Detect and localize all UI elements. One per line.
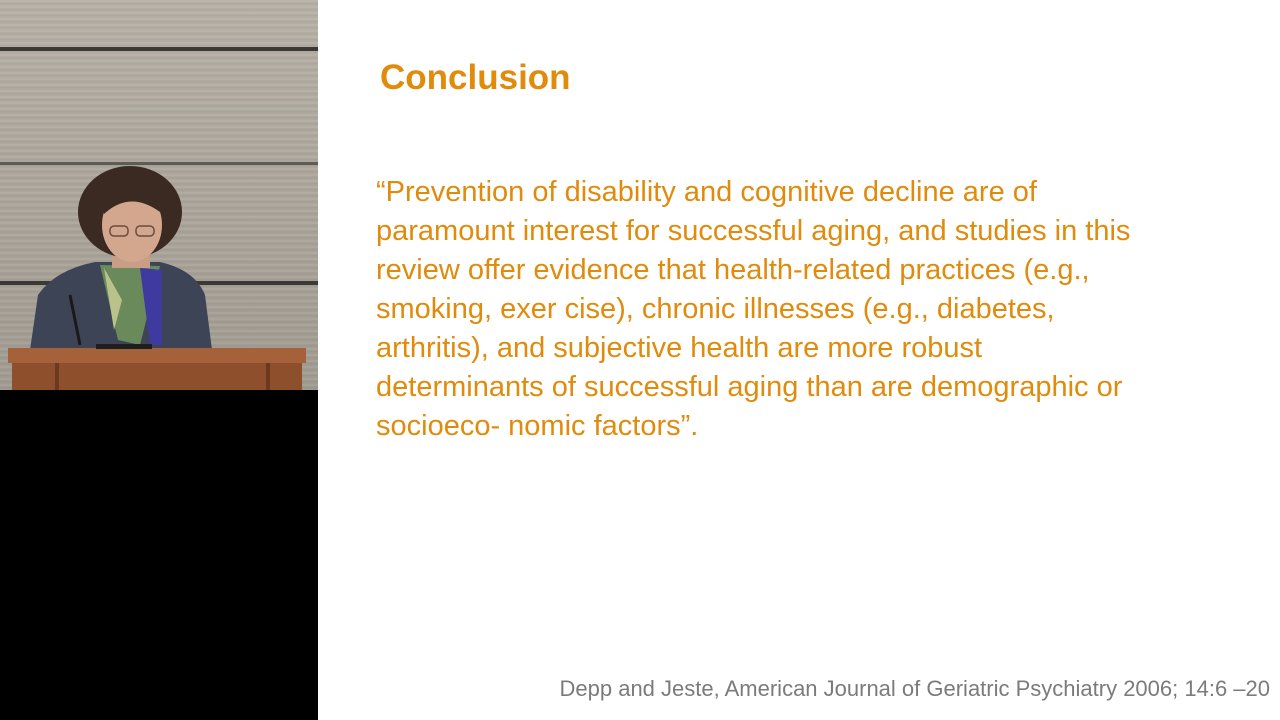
quote-line: smoking, exer cise), chronic illnesses (e.g., diabetes, — [376, 293, 1055, 325]
quote-line: socioeco- nomic factors”. — [376, 410, 699, 442]
speaker-figure — [0, 0, 318, 390]
quote-line: paramount interest for successful aging, and studies in this — [376, 215, 1131, 247]
slide-quote — [376, 173, 1256, 446]
slide-citation: Depp and Jeste, American Journal of Geriatric Psychiatry 2006; 14:6 –20 — [559, 676, 1270, 701]
quote-line: arthritis), and subjective health are more robust — [376, 332, 983, 364]
quote-line: “Prevention of disability and cognitive decline are of — [376, 176, 1037, 208]
presentation-slide — [318, 0, 1280, 720]
slide-title: Conclusion — [380, 58, 571, 97]
video-letterbox — [0, 390, 318, 720]
speaker-video — [0, 0, 318, 390]
quote-line: review offer evidence that health-related practices (e.g., — [376, 254, 1090, 286]
quote-line: determinants of successful aging than are demographic or — [376, 371, 1123, 403]
